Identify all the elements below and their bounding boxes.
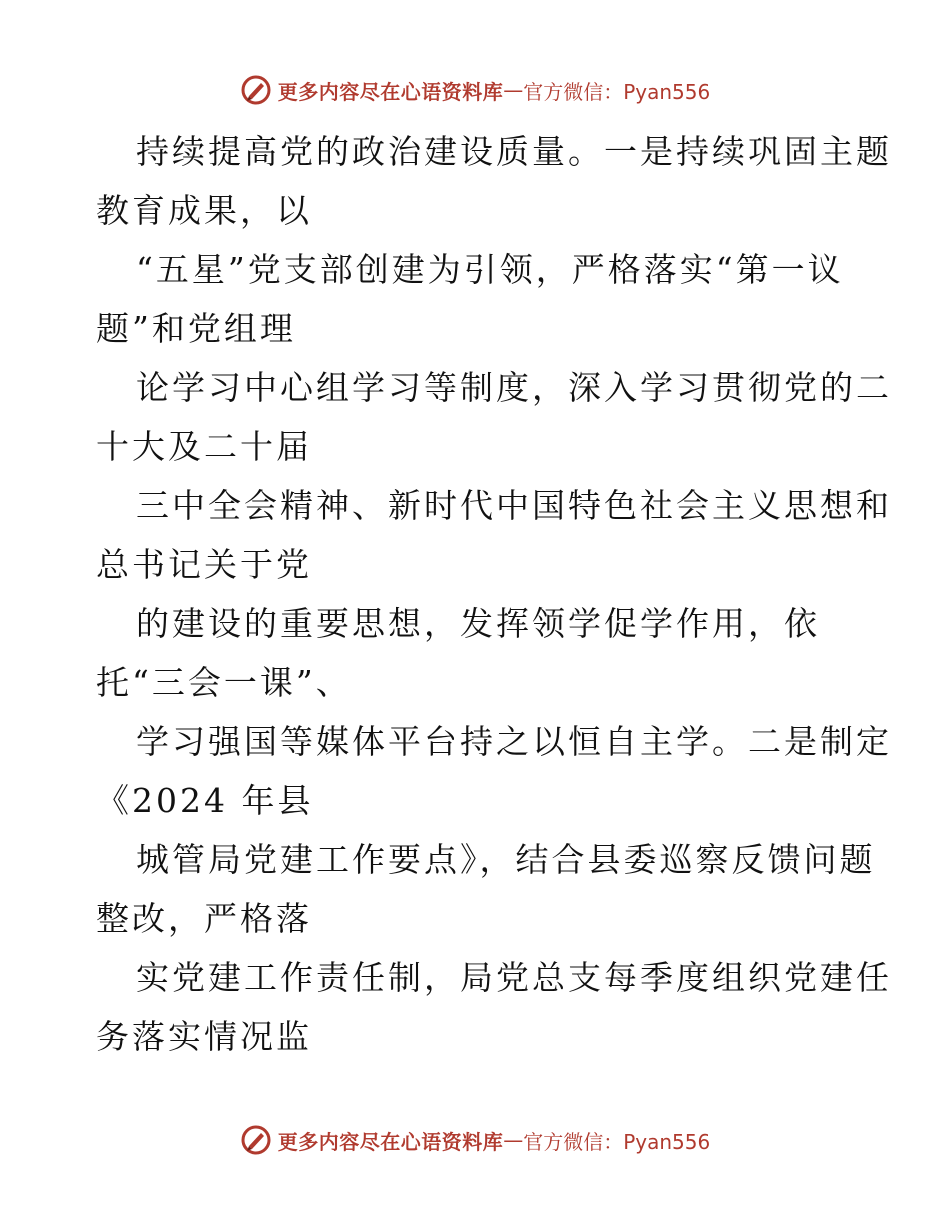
text-line: 《2024 年县 xyxy=(96,781,314,820)
text-line: “五星”党支部创建为引领，严格落实“第一议 xyxy=(136,250,844,289)
text-line: 学习强国等媒体平台持之以恒自主学。二是制定 xyxy=(136,722,892,761)
text-line: 十大及二十届 xyxy=(96,427,312,466)
banner-title: 更多内容尽在心语资料库 xyxy=(277,79,504,104)
text-line: 持续提高党的政治建设质量。一是持续巩固主题 xyxy=(136,132,892,171)
text-line: 论学习中心组学习等制度，深入学习贯彻党的二 xyxy=(136,368,892,407)
text-line: 整改，严格落 xyxy=(96,899,312,938)
text-line: 的建设的重要思想，发挥领学促学作用，依 xyxy=(136,604,820,643)
banner-wechat: 官方微信：Pyan556 xyxy=(523,79,711,104)
pen-logo-icon xyxy=(240,74,272,106)
text-line: 总书记关于党 xyxy=(96,545,312,584)
banner-wechat: 官方微信：Pyan556 xyxy=(523,1129,711,1154)
document-body xyxy=(96,122,892,1066)
text-line: 三中全会精神、新时代中国特色社会主义思想和 xyxy=(136,486,892,525)
text-line: 教育成果，以 xyxy=(96,191,312,230)
banner-dash: — xyxy=(503,78,524,102)
text-line: 城管局党建工作要点》，结合县委巡察反馈问题 xyxy=(136,840,876,879)
banner-dash: — xyxy=(503,1128,524,1152)
text-line: 务落实情况监 xyxy=(96,1017,312,1056)
header-banner xyxy=(0,70,950,110)
text-line: 实党建工作责任制，局党总支每季度组织党建任 xyxy=(136,958,892,997)
text-line: 托“三会一课”、 xyxy=(96,663,352,702)
footer-banner xyxy=(0,1120,950,1160)
text-line: 题”和党组理 xyxy=(96,309,296,348)
banner-title: 更多内容尽在心语资料库 xyxy=(277,1129,504,1154)
pen-logo-icon xyxy=(240,1124,272,1156)
